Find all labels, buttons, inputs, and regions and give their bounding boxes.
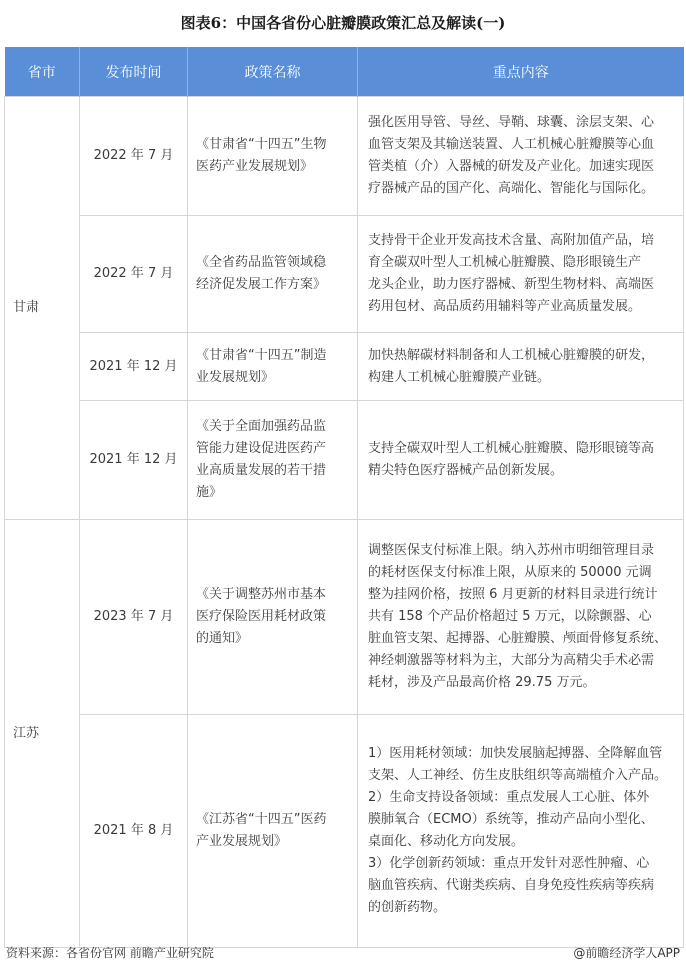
source-note: 资料来源：各省份官网 前瞻产业研究院 [6, 946, 214, 960]
table-row [5, 715, 684, 948]
policy-name-cell [188, 715, 358, 948]
policy-name-line: 《全省药品监管领域稳 [196, 255, 327, 270]
key-content-line: 2）生命支持设备领域：重点发展人工心脏、体外 [368, 790, 650, 805]
header-key-content: 重点内容 [358, 47, 684, 97]
table-row [5, 401, 684, 520]
key-content-line: 管类植（介）入器械的研发及产业化。加速实现医 [368, 159, 655, 174]
policy-name-line: 业高质量发展的若干措 [196, 463, 327, 478]
table-row [5, 97, 684, 216]
key-content-line: 调整医保支付标准上限。纳入苏州市明细管理目录 [368, 543, 655, 558]
policy-name-cell [188, 333, 358, 401]
key-content-line: 脑血管疾病、代谢类疾病、自身免疫性疾病等疾病 [368, 878, 655, 893]
policy-name-line: 《关于调整苏州市基本 [196, 587, 327, 602]
key-content-cell [358, 401, 684, 520]
key-content-line: 药用包材、高品质药用辅料等产业高质量发展。 [368, 299, 642, 314]
key-content-cell [358, 520, 684, 715]
table-row [5, 333, 684, 401]
policy-name-line: 的通知》 [196, 631, 249, 646]
policy-name-cell [188, 401, 358, 520]
key-content-line: 神经刺激器等材料为主，大部分为高精尖手术必需 [368, 653, 655, 668]
key-content-line: 整为挂网价格，按照 6 月更新的材料目录进行统计 [368, 587, 658, 602]
date-cell: 2023 年 7 月 [80, 520, 188, 715]
key-content-line: 构建人工机械心脏瓣膜产业链。 [368, 369, 551, 385]
policy-name-line: 管能力建设促进医药产 [196, 441, 327, 456]
date-cell: 2021 年 12 月 [80, 401, 188, 520]
key-content-line: 龙头企业，助力医疗器械、新型生物材料、高端医 [368, 277, 655, 292]
table-row [5, 520, 684, 715]
policy-name-cell [188, 520, 358, 715]
key-content-line: 3）化学创新药领域：重点开发针对恶性肿瘤、心 [368, 856, 650, 871]
date-cell: 2021 年 12 月 [80, 333, 188, 401]
key-content-line: 疗器械产品的国产化、高端化、智能化与国际化。 [368, 181, 655, 196]
key-content-line: 支架、人工神经、仿生皮肤组织等高端植介入产品。 [368, 768, 668, 783]
key-content-cell [358, 97, 684, 216]
key-content-line: 的耗材医保支付标准上限，从原来的 50000 元调 [368, 565, 652, 580]
key-content-line: 血管支架及其输送装置、人工机械心脏瓣膜等心血 [368, 137, 655, 152]
header-date: 发布时间 [80, 47, 188, 97]
key-content-line: 支持全碳双叶型人工机械心脏瓣膜、隐形眼镜等高 [368, 441, 655, 456]
key-content-line: 精尖特色医疗器械产品创新发展。 [368, 463, 564, 478]
date-cell: 2022 年 7 月 [80, 97, 188, 216]
policy-name-line: 医药产业发展规划》 [196, 159, 314, 174]
key-content-cell [358, 333, 684, 401]
key-content-line: 育全碳双叶型人工机械心脏瓣膜、隐形眼镜生产 [368, 255, 642, 270]
key-content-line: 支持骨干企业开发高技术含量、高附加值产品，培 [368, 233, 655, 248]
key-content-line: 耗材，涉及产品最高价格 29.75 万元。 [368, 675, 596, 690]
date-cell: 2021 年 8 月 [80, 715, 188, 948]
table-header-row [5, 47, 684, 97]
header-policy-name: 政策名称 [188, 47, 358, 97]
key-content-cell [358, 216, 684, 333]
policy-name-line: 医疗保险医用耗材政策 [196, 609, 327, 624]
key-content-line: 桌面化、移动化方向发展。 [368, 834, 525, 849]
key-content-line: 脏血管支架、起搏器、心脏瓣膜、颅面骨修复系统、 [368, 631, 668, 646]
policy-name-line: 《关于全面加强药品监 [196, 419, 327, 434]
province-cell: 江苏 [5, 520, 80, 948]
date-cell: 2022 年 7 月 [80, 216, 188, 333]
policy-name-line: 业发展规划》 [196, 369, 275, 385]
policy-name-cell [188, 97, 358, 216]
province-cell: 甘肃 [5, 97, 80, 520]
policy-name-line: 《甘肃省“十四五”制造 [196, 347, 327, 363]
policy-name-line: 经济促发展工作方案》 [196, 277, 327, 292]
policy-table [4, 47, 684, 948]
policy-name-line: 《甘肃省“十四五”生物 [196, 137, 327, 152]
policy-name-line: 产业发展规划》 [196, 834, 288, 849]
key-content-line: 1）医用耗材领域：加快发展脑起搏器、全降解血管 [368, 746, 663, 761]
key-content-line: 加快热解碳材料制备和人工机械心脏瓣膜的研发， [368, 347, 655, 363]
chart-title: 图表6：中国各省份心脏瓣膜政策汇总及解读(一) [180, 14, 506, 32]
key-content-line: 共有 158 个产品价格超过 5 万元，以除颤器、心 [368, 609, 652, 624]
table-row [5, 216, 684, 333]
policy-name-line: 施》 [196, 485, 223, 500]
key-content-line: 膜肺氧合（ECMO）系统等，推动产品向小型化、 [368, 812, 654, 827]
brand-note: @前瞻经济学人APP [573, 946, 680, 960]
policy-name-line: 《江苏省“十四五”医药 [196, 812, 327, 827]
header-province: 省市 [5, 47, 80, 97]
key-content-cell [358, 715, 684, 948]
key-content-line: 的创新药物。 [368, 900, 447, 915]
key-content-line: 强化医用导管、导丝、导鞘、球囊、涂层支架、心 [368, 115, 655, 130]
policy-name-cell [188, 216, 358, 333]
